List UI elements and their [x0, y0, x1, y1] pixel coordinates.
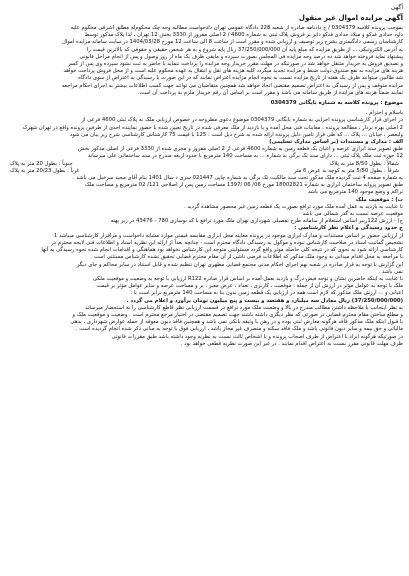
intro-line: پیشنهاد نماید فروخته خواهد شد ده درصد وجه مزایده فی المجلس بصورت سپرده و مابقی ظرف یک ماه از روز وصول و پس از انجام مراحل قانونی [79, 53, 403, 60]
body-line: تراکم و وضع موجود 140 مترمربع می باشد [307, 189, 403, 196]
body-line: نمی باشد . [378, 268, 403, 275]
bounds-row [6, 168, 403, 175]
body-line: طبق تصویر پروانه ساختمان ابرازی به شماره 18002821 مورخ 06/ 06 /1397 مساحت زمین پس از اصلاحی 121/ 02 مترمربع و مساحت ملک [85, 182, 403, 189]
body-line: ج) - ارزش 122ریبر اساس استعلام از سامانه طرح تفصیلی شهرداری تهران ملک مورد ترافع با کد نوسازی 780 - 43476 در زیر پهنه [110, 218, 403, 225]
intro-line: داود حدادی فدکو و میلاد حدادی فدکو دایر بر فروش پلاک ثبتی به شماره 4600 / 2 اصلی مفروز از 3330 بخش 12 تهران ، لذا پلاک مذکور توسط [84, 32, 403, 39]
report-line: در اجرای قرار کارشناسی پرونده اجرایی به شماره بایگانی 0304379 موضوع دعوی مطروحه در خصوص ارزیابی ملک به پلاک ثبتی 4600 فرعی از [81, 117, 403, 124]
deed-line: طبق تصویر سند ابرازی عرصه و اعیان یک قطعه زمین به شماره 4600 فرعی از 2 اصلی مفروز و مجزی شده از 3330 فرعی از اصلی مذکور بخش [77, 146, 403, 153]
body-line: ملک با توجه به عوامل مؤثر در ارزش آن از جمله : موقعیت ، کاربری ، تعداد ، عرض معبر ، بر و مساحت عرصه و سایر عوامل مؤثر بر قیمت [96, 283, 403, 290]
intro-line: شد طالبین میتوانند ظرف یک هفته از تاریخ مزایده نسبت به نحوه انجام مزایده اعتراض نمایند که در این صورت با رسیدگی به اعتراض از سوی دادگاه [78, 75, 403, 82]
body-paragraphs [6, 175, 403, 348]
body-line: (37/250/000/000) ریال معادل سه میلیارد و هفتصد و بیست و پنج میلیون تومان برآورد و اعلام می گردد . [126, 297, 403, 304]
body-line: به شماره صفحه 4 ثبت گردیده ملک مذکور تحت سند مالکیت تک برگی به شماره چاپی 021447 سری د سال 1401 بنام آقای مجید سرخیل می باشد . [72, 175, 403, 182]
body-line: این گزارش با توجه به قرار صادره در شعبه نهم اجرای احکام مدنی مجتمع قضایی مطهری تهران تنظیم شده و قابل استناد در سایر محاکم و جای دیگر [76, 261, 403, 268]
report-line: ولیعصر ، خیابان ... پلاک ... که طی قرار تامین دلیل پرونده ارائه شده به شرح ذیل است : 125 با قیمت 75 کارشناس کارشناسی شرح زیر بیان می شود [69, 131, 403, 138]
body-line: ج حدود رسیدگی و اعلام نظر کارشناسی : [294, 225, 403, 232]
body-line: از ارزیابی حضور بر اساس مستندات و مدارک ابرازی موجود در پرونده معاینه محل ابرازی مقایسه قیمتی موارد مشابه داخواست و مزاقرار کارشناسی میباشد 1 [53, 232, 403, 239]
notice-title: آگهی مزایده اموال غیر منقول [298, 14, 403, 22]
body-line: با مراجعه به محل اقدام میدانی به وجود ملک مذکور که اطلاعات فرضی ناشی از آن مقام محترم قضایی تحقیق نشده کارشناس مستثنی است . [90, 254, 403, 261]
body-line: و مطلع ساختن مقام محترم قضایی در صورتی که نظر دیگری داشته باشند جهت تصمیم مقتضی در اختیار مرجع محترم است . وضعیت و موقعیت ملک و [72, 311, 403, 318]
intro-line: نمایند ضمناً هزینه های مزایده از طریق سامانه می باشد و مقرر است بر اساس آن رقم خریدار ملزم به پرداخت آن است. [137, 89, 403, 96]
body-line: مالیاتی و حق بیمه و سایر دیون قانونی باشد و ملک فاقد سکنه و متصرف غیر مجاز باشد ، ارزیابی فوق با توجه به مبانی ذکر شده انجام گردیده است . [75, 326, 403, 333]
intro-line: کارشناسان رسمی دادگستری بشرح زیر توصیف و ارزیابی شده و مقرر است از ساعت 8 الی ساعت 12 مورخ 1404/03/28 در سایت سامانه مزایده اموال [61, 39, 403, 46]
body-line: به نظر اینجانب با ملاحظه داشتن مطالب مندرج در بالا و وضعیت ملک مورد ترافع در قسمت ارزیابی نظر قاطع کارشناسی را به استحضار میرساند [85, 304, 403, 311]
body-line: کارشناسی ارائه شود به نحوی که در نتیجه کلی حاصله موثر واقع گردد مسئولیتی متوجه این کارشناس نخواهد بود هماهنگی و اقدامات انجام شده نحوه رسیدگی به آنها [41, 247, 403, 254]
body-line: با قبول اینکه ملک مذکور فاقد هرگونه معارض ثبتی بوده و در رهن یا وثیقه بانکی نمی باشد و همچنین فاقد دیون معوقه از جمله عوارض شهرداری ، بدهی [70, 319, 403, 326]
notice-heading: آگهی [390, 4, 403, 11]
intro-line: مزایده متوقف و پس از رسیدگی به اعتراض تصمیم مقتضی اتخاذ خواهد شد همچنین متقاضیان می توانند جهت کسب اطلاعات بیشتر به اجرای احکام مراجعه [61, 82, 403, 89]
bounds-row [6, 161, 403, 168]
documents-heading: الف : مدارک و مستندات (بر اساس مدارک تسلیمی) [269, 139, 403, 146]
body-line: با عنایت به بازدید به عمل آمده ملک مورد ترافع بصورت یک قطعه زمین غیر محصور مشاهده گردید . [183, 203, 403, 210]
subject-line: موضوع : پرونده کلاسه به شماره بایگانی 0304379 [270, 100, 403, 107]
body-line: در صورتیکه هرگونه ایراد یا اعتراض از طرف اصحاب پرونده و یا اشخاص ثالث نسبت به نظریه وجود داشته باشد طبق مقررات قانونی [111, 333, 403, 340]
intro-line: و تصدیق فروش به خریدار منتقل خواهد شد در صورتیکه در مهلت مقرر خریدار وجه مزایده را پرداخت ننماید یا حاضر به ثبت نشود سپرده وی پس از کسر [67, 61, 403, 68]
body-line: ب) : موقعیت ملک [355, 196, 403, 203]
body-line: تشخیص گمانیت اسناد در صلاحیت کارشناس نبوده و موکول به رسیدگی دادگاه محترم است - چنانچه بعداً از ارائه این نظریه اسناد و اطلاعات فنی لایحه محترم در [51, 239, 403, 246]
body-line: اعیانی و ... ارزش ملک مذکور که لازم است همه در ارزیابی یک قطعه زمین بدون بنا به مساحت 140 مترمربع برابر است با : [130, 290, 403, 297]
bound-west: غرباً : بطول 20/23 متر به پلاک [10, 167, 80, 174]
body-line: ظرف مهلت قانونی مقرر نسبت به اعتراض اقدام نمایند . در غیر این صورت نظریه قطعی خواهد بود . [180, 340, 403, 347]
body-line: با عنایت به اینکه حاضرین نشان و توجه فیض درگ و بازدید بعمل آمده بر اساس قرار صادره R122 ارزیابی با توجه به وضعیت و موقعیت ملکی [92, 275, 403, 282]
bound-east: شرقاً : بطول 5/50 متر به کوچه به عرض 6 متر [293, 167, 399, 174]
deed-line: 12 حوزه ثبت ملک پلاک ثبتی ... دارای سند تک برگی به شماره ... به مساحت 140 مترمربع با حدود اربعه مندرج در سند ساختمانی علی میرساند [87, 153, 403, 160]
intro-line: بموجب پرونده کلاسه 0304379 / ج دادنامه صادره از شعبه 228 دادگاه عمومی تهران دادخواست مطالبه وجه چک محکوم‌له مطلق اشرفی محکوم علیه [70, 25, 403, 31]
intro-line: هزینه های مزایده به نفع صندوق دولت ضبط و مزایده تجدید میگردد کلیه هزینه های نقل و انتقال به عهده محکوم علیه است و از محل فروش پرداخت خواهد [63, 68, 403, 75]
body-line: موقعیت عرصه نسبت به گذر شمالی می باشد [302, 211, 403, 218]
bound-north: شمالاً : بطول 8/50 متر به پلاک [329, 160, 399, 167]
bound-south: جنوباً : بطول 20 متر به پلاک [10, 160, 73, 167]
addressee-line: باسلام و احترام ، [365, 110, 403, 117]
report-line: 2 اصلی بهره بردار ، مطالعه پرونده ، معاینات فنی محل آمده و با بازدید از ملک معرفی شده در تاریخ تعیین شده با حضور نماینده احدی از طرفین پرونده واقع در تهران شهرک [22, 124, 403, 131]
report-paragraph [6, 117, 403, 139]
intro-paragraph [6, 25, 403, 97]
intro-line: به آدرس الکترونیکی ... از طریق مزایده که مبلغ پایه آن 37/250/000/000 ریال پایه شروع و به هر شخص حقیقی و حقوقی که بالاترین قیمت را [86, 46, 403, 53]
